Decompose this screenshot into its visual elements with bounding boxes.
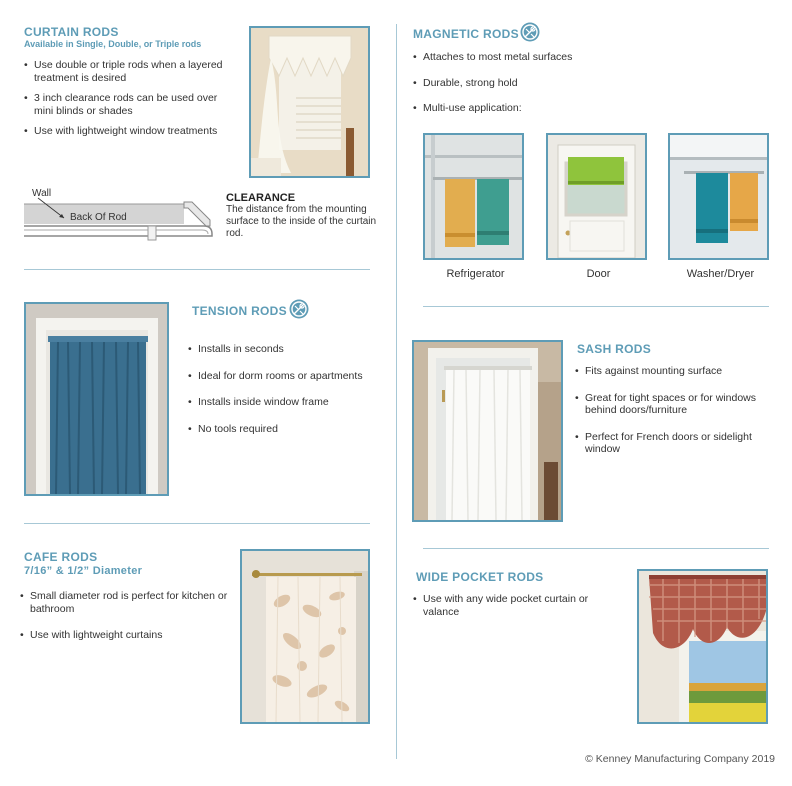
curtain-rods-bullets <box>24 59 234 138</box>
wide-pocket-rods-title: WIDE POCKET RODS <box>416 570 544 584</box>
center-divider <box>396 24 397 759</box>
divider-left-1 <box>24 269 370 270</box>
list-item: • 3 inch clearance rods can be used over mini blinds or shades <box>24 92 234 117</box>
list-item: • Great for tight spaces or for windows behind doors/furniture <box>575 392 775 417</box>
list-item: • Fits against mounting surface <box>575 365 775 378</box>
caption-refrigerator: Refrigerator <box>446 268 505 280</box>
towels-on-refrigerator-image <box>425 135 522 258</box>
cafe-rods-title: CAFE RODS <box>24 550 98 564</box>
no-tools-icon <box>289 299 309 319</box>
divider-right-1 <box>423 306 769 307</box>
list-item: • Use with lightweight window treatments <box>24 125 234 138</box>
washer-dryer-photo <box>668 133 769 260</box>
list-item: • Attaches to most metal surfaces <box>413 51 743 64</box>
list-item: • No tools required <box>188 423 388 436</box>
sheer-sash-door-image <box>414 342 561 520</box>
towels-on-washer-image <box>670 135 767 258</box>
cafe-rods-bullets <box>20 590 230 642</box>
list-item: • Ideal for dorm rooms or apartments <box>188 370 388 383</box>
divider-right-2 <box>423 548 769 549</box>
list-item: • Multi-use application: <box>413 102 743 115</box>
list-item: • Small diameter rod is perfect for kitchen or bathroom <box>20 590 230 615</box>
clearance-title: CLEARANCE <box>226 192 296 204</box>
list-item: • Installs inside window frame <box>188 396 388 409</box>
curtain-rods-photo <box>249 26 370 178</box>
tension-rods-photo <box>24 302 169 496</box>
clearance-label-back: Back Of Rod <box>70 212 127 223</box>
valance-on-door-image <box>548 135 645 258</box>
tension-rods-bullets <box>188 343 388 435</box>
list-item: • Durable, strong hold <box>413 77 743 90</box>
curtain-rods-subtitle: Available in Single, Double, or Triple rods <box>24 39 202 49</box>
list-item: • Installs in seconds <box>188 343 388 356</box>
list-item: • Perfect for French doors or sidelight window <box>575 431 775 456</box>
clearance-description: The distance from the mounting surface to the inside of the curtain rod. <box>226 204 377 239</box>
sash-rods-photo <box>412 340 563 522</box>
sash-rods-bullets <box>575 365 775 456</box>
cafe-rods-photo <box>240 549 370 724</box>
list-item: • Use double or triple rods when a layered treatment is desired <box>24 59 234 84</box>
magnetic-rods-title: MAGNETIC RODS <box>413 27 519 41</box>
divider-left-2 <box>24 523 370 524</box>
caption-washer-dryer: Washer/Dryer <box>686 268 755 280</box>
list-item: • Use with any wide pocket curtain or valance <box>413 593 603 618</box>
copyright-text: © Kenney Manufacturing Company 2019 <box>585 753 775 765</box>
door-photo <box>546 133 647 260</box>
no-tools-icon <box>520 22 540 42</box>
tension-rods-title: TENSION RODS <box>192 304 287 318</box>
plaid-valance-window-image <box>639 571 766 722</box>
cafe-rods-subtitle: 7/16” & 1/2” Diameter <box>24 565 143 577</box>
blue-curtain-doorway-image <box>26 304 167 494</box>
sash-rods-title: SASH RODS <box>577 342 652 356</box>
magnetic-rods-bullets <box>413 51 743 115</box>
curtain-rods-title: CURTAIN RODS <box>24 25 119 39</box>
caption-door: Door <box>586 268 611 280</box>
list-item: • Use with lightweight curtains <box>20 629 230 642</box>
floral-curtain-image <box>242 551 368 722</box>
wide-pocket-rods-photo <box>637 569 768 724</box>
clearance-label-wall: Wall <box>32 188 52 199</box>
refrigerator-photo <box>423 133 524 260</box>
sheer-curtain-window-image <box>251 28 368 176</box>
wide-pocket-rods-bullets <box>413 593 603 618</box>
